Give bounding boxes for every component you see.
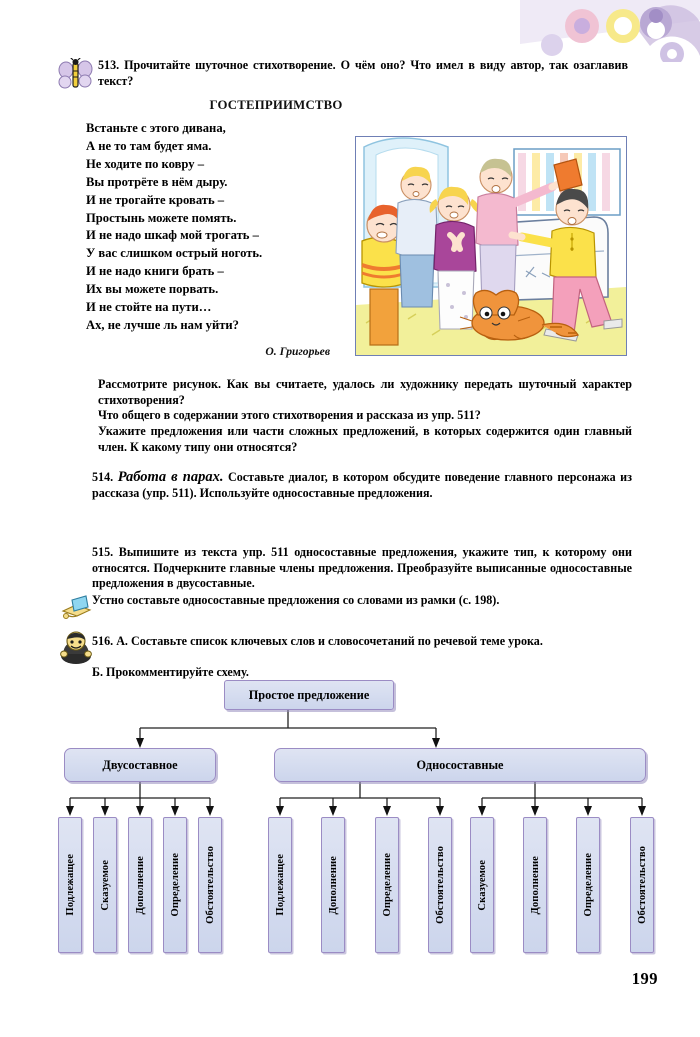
leaf-box [470,817,494,953]
leaf-label: Обстоятельство [636,846,648,924]
leaf-box [375,817,399,953]
leaf-label: Обстоятельство [434,846,446,924]
exercise-514-italic-lead: Работа в парах. [117,469,224,485]
poem-author: О. Григорьев [265,345,330,358]
exercise-515 [92,545,632,592]
exercise-516-number: 516. [92,634,114,648]
exercise-514-text: Составьте диалог, в котором обсудите поведение главного персонажа из рассказа (упр. 511). Используйте односоставные предложения. [92,470,632,500]
poem-line: Простынь можете помять. [86,210,237,225]
question-1: Рассмотрите рисунок. Как вы считаете, удалось ли художнику передать шуточный характер стихотворения? [98,377,632,407]
leaf-label: Подлежащее [274,854,286,916]
leaf-box [321,817,345,953]
leaf-label: Обстоятельство [204,846,216,924]
poem-line: И не стойте на пути… [86,300,212,315]
leaf-label: Дополнение [134,855,146,915]
leaf-box [163,817,187,953]
leaf-box [93,817,117,953]
scheme-root-label: Простое предложение [248,687,370,702]
leaf-box [198,817,222,953]
leaf-box [630,817,654,953]
leaf-box [576,817,600,953]
exercise-513-number: 513. [98,58,120,72]
leaf-label: Определение [582,853,594,917]
scheme-branch-one-part [274,748,646,782]
decorative-circles-header [520,0,700,62]
butterfly-flowers-icon [58,58,94,92]
leaf-label: Подлежащее [64,854,76,916]
cap-book-icon [60,594,92,622]
poem-body [86,120,336,335]
poem-line: Встаньте с этого дивана, [86,121,226,135]
exercise-515-number: 515. [92,545,114,559]
poem-line: Ах, не лучше ль нам уйти? [86,317,239,332]
poem-line: У вас слишком острый ноготь. [86,246,263,261]
leaf-box [58,817,82,953]
scheme-branch-two-part-label: Двусоставное [102,757,178,772]
leaf-label: Дополнение [529,855,541,915]
scheme-branch-one-part-label: Односоставные [416,757,504,772]
leaf-box [128,817,152,953]
leaf-label: Определение [381,853,393,917]
poem-line: И не надо шкаф мой трогать – [86,228,259,243]
leaf-label: Определение [169,853,181,917]
exercise-513-prompt: Прочитайте шуточное стихотворение. О чём оно? Что имел в виду автор, так озаглавив текст? [98,58,628,88]
exercise-516-part-a-text: А. Составьте список ключевых слов и словосочетаний по речевой теме урока. [116,634,543,648]
sentence-scheme-diagram [58,680,658,965]
exercise-513 [98,58,628,89]
poem-line: И не трогайте кровать – [86,192,225,207]
exercise-514 [92,470,632,501]
poem-line: Вы протрёте в нём дыру. [86,174,228,189]
children-room-cat-illustration [355,136,627,356]
question-3: Укажите предложения или части сложных предложений, в которых содержится один главный член. К какому типу они относятся? [98,424,632,454]
leaf-box [428,817,452,953]
poem-line: Не ходите по ковру – [86,156,204,171]
leaf-box [268,817,292,953]
question-2: Что общего в содержании этого стихотворения и рассказа из упр. 511? [98,408,481,422]
page-number: 199 [631,969,658,988]
exercise-515-text: Выпишите из текста упр. 511 односоставные предложения, укажите тип, к которому они относятся. Подчеркните главные члены предложения. Преобразуйте выписанные односоставные предложения в двусоставные. [92,545,632,591]
leaf-label: Сказуемое [99,859,111,911]
exercise-514-number: 514. [92,470,114,484]
exercise-515-oral-task: Устно составьте односоставные предложения со словами из рамки (с. 198). [92,593,500,607]
poem-line: Их вы можете порвать. [86,282,219,297]
scheme-root-box [224,680,394,710]
poem-line: А не то там будет яма. [86,138,212,153]
exercise-516-part-b: Б. Прокомментируйте схему. [92,665,249,679]
poem-title: ГОСТЕПРИИМСТВО [209,98,343,112]
leaf-label: Дополнение [327,855,339,915]
leaf-box [523,817,547,953]
leaf-label: Сказуемое [476,859,488,911]
scheme-branch-two-part [64,748,216,782]
poem-line: И не надо книги брать – [86,264,224,279]
thinker-icon [58,630,94,664]
exercise-516-part-a [92,634,632,650]
